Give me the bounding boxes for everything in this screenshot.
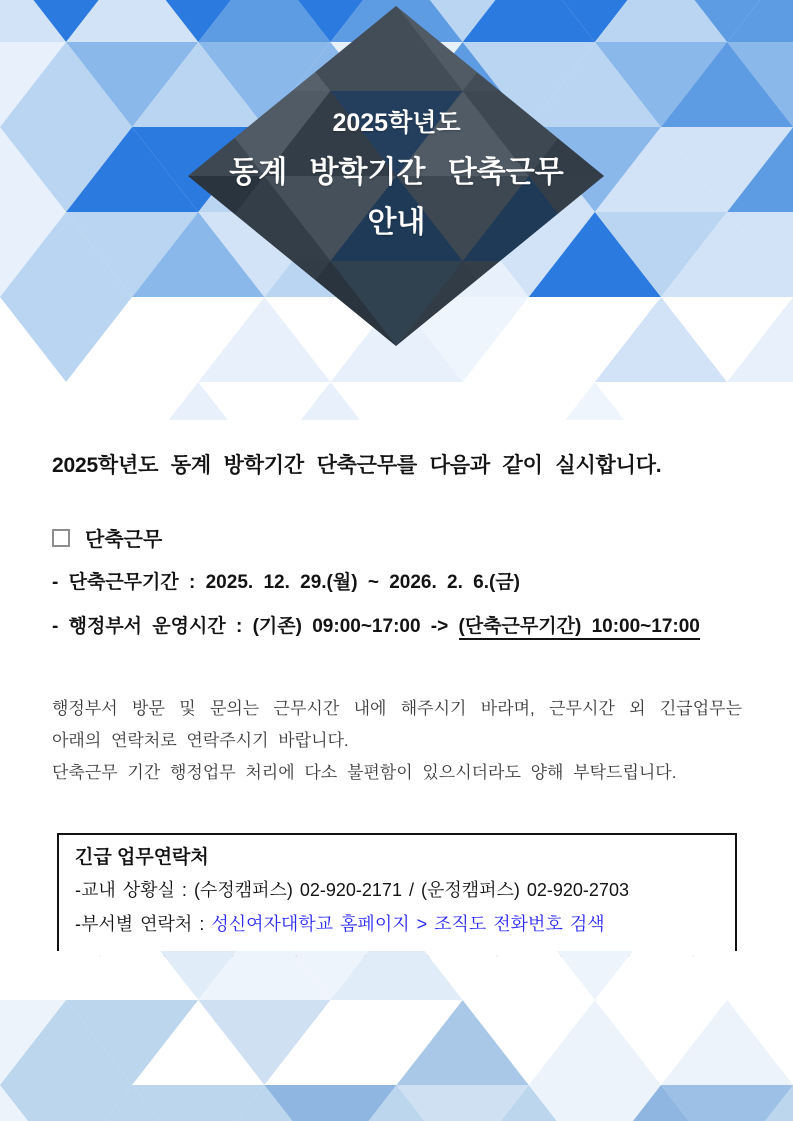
schedule-item-hours — [52, 611, 744, 638]
square-bullet-icon — [52, 529, 70, 547]
page-title-line-1: 2025학년도 — [332, 109, 461, 137]
emergency-contact-box — [57, 833, 737, 957]
schedule-item-period-text: - 단축근무기간 : 2025. 12. 29.(월) ~ 2026. 2. 6.(금) — [52, 572, 521, 593]
directory-prefix: -부서별 연락처 : — [75, 914, 212, 934]
page-title-line-2: 동계 방학기간 단축근무 — [229, 156, 564, 189]
intro-heading: 2025학년도 동계 방학기간 단축근무를 다음과 같이 실시합니다. — [52, 454, 662, 477]
paragraph-line-1: 행정부서 방문 및 문의는 근무시간 내에 해주시기 바라며, 근무시간 외 긴급업무는 — [52, 699, 742, 718]
schedule-item-hours-text: - 행정부서 운영시간 : (기존) 09:00~17:00 -> — [52, 616, 459, 637]
contact-line-campus: -교내 상황실 : (수정캠퍼스) 02-920-2171 / (운정캠퍼스) 02-920-2703 — [75, 880, 629, 900]
schedule-item-period — [52, 567, 744, 594]
contact-line-directory — [75, 907, 719, 941]
footer-mosaic — [0, 951, 793, 1121]
section-title: 단축근무 — [85, 529, 163, 551]
schedule-item-hours-underlined: (단축근무기간) 10:00~17:00 — [459, 616, 700, 640]
title-diamond-text — [0, 98, 793, 248]
paragraph-line-3: 단축근무 기간 행정업무 처리에 다소 불편함이 있으시더라도 양해 부탁드립니다. — [52, 763, 677, 782]
paragraph-line-2: 아래의 연락처로 연락주시기 바랍니다. — [52, 731, 349, 750]
contact-box-title: 긴급 업무연락처 — [75, 847, 209, 868]
page-title-line-3: 안내 — [367, 206, 426, 239]
directory-link[interactable]: 성신여자대학교 홈페이지 > 조직도 전화번호 검색 — [211, 914, 605, 934]
section-heading — [52, 523, 162, 552]
body-paragraph — [52, 693, 742, 789]
